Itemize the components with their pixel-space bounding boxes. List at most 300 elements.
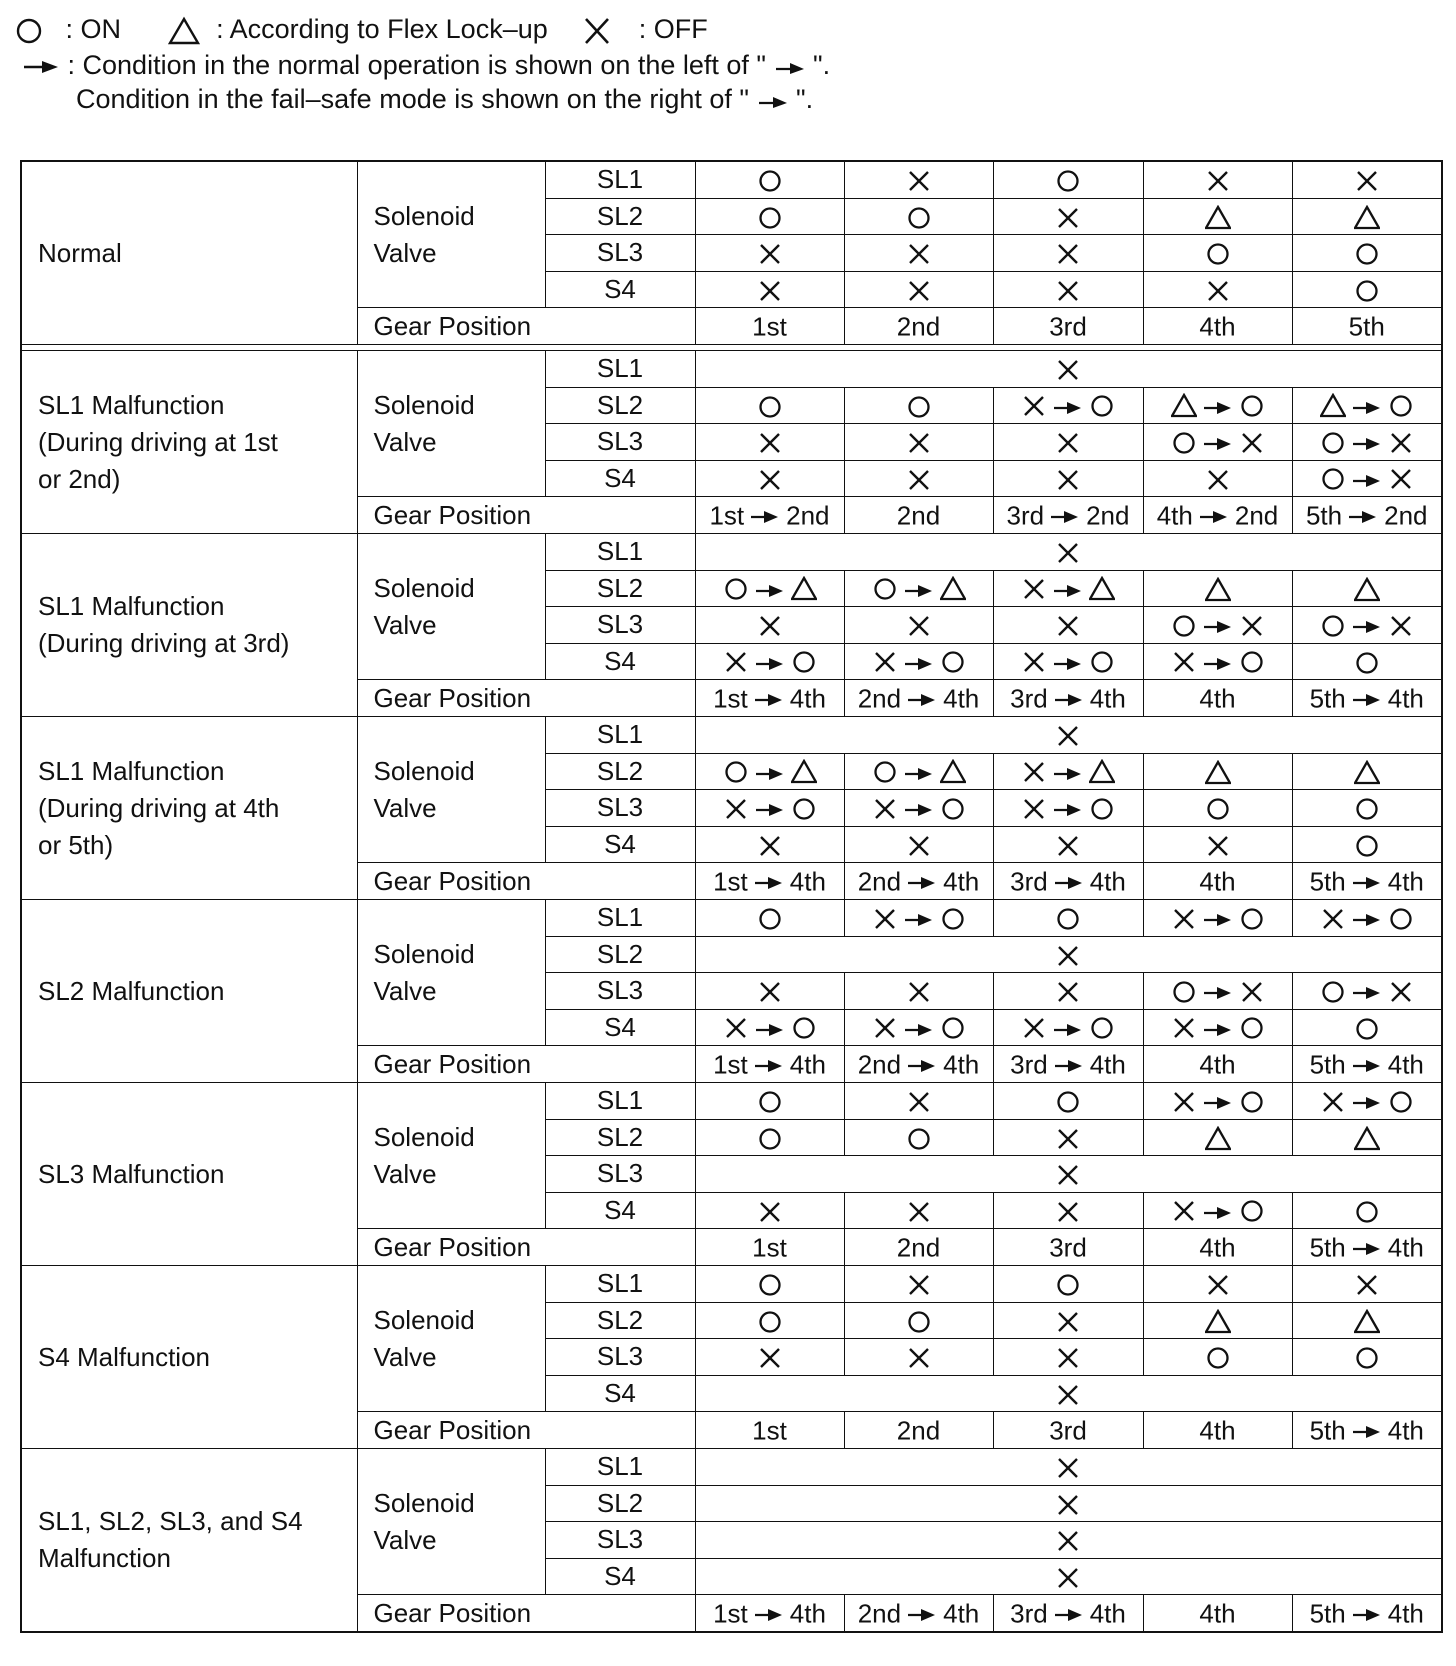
- on-circle-icon: [1089, 649, 1115, 675]
- gear-normal-value: 2nd: [857, 1598, 902, 1629]
- valve-name: SL1: [545, 1266, 695, 1303]
- flex-triangle-icon: [167, 12, 201, 46]
- state-cell: [993, 161, 1143, 198]
- arrow-icon: [1053, 391, 1083, 422]
- gear-failsafe-value: 4th: [1089, 1598, 1126, 1629]
- valve-name: SL1: [545, 1083, 695, 1120]
- flex-lockup-triangle-icon: [1354, 760, 1380, 786]
- flex-lockup-triangle-icon: [791, 576, 817, 602]
- arrow-icon: [755, 793, 785, 824]
- solenoid-valve-label: [357, 1083, 545, 1229]
- on-circle-icon: [1055, 906, 1081, 932]
- state-cell-all-gears: [695, 717, 1442, 754]
- state-cell: [1143, 460, 1292, 497]
- arrow-icon: [754, 1598, 784, 1629]
- state-cell: [993, 271, 1143, 308]
- on-circle-icon: [1089, 796, 1115, 822]
- state-cell: [993, 1009, 1143, 1046]
- state-cell: [1292, 271, 1442, 308]
- off-cross-icon: [757, 430, 783, 456]
- valve-name: SL2: [545, 198, 695, 235]
- valve-name: S4: [545, 271, 695, 308]
- on-circle-icon: [1354, 1199, 1380, 1225]
- condition-label: [21, 534, 357, 717]
- state-cell: [844, 1119, 993, 1156]
- gear-cell: [1143, 308, 1292, 345]
- on-circle-icon: [1388, 1089, 1414, 1115]
- gear-failsafe-value: 4th: [789, 866, 826, 897]
- on-circle-icon: [940, 796, 966, 822]
- off-cross-icon: [1055, 943, 1081, 969]
- off-cross-icon: [1021, 759, 1047, 785]
- on-circle-icon: [791, 796, 817, 822]
- on-circle-icon: [906, 205, 932, 231]
- state-cell: [1143, 973, 1292, 1010]
- arrow-icon: [907, 683, 937, 714]
- off-cross-icon: [757, 1345, 783, 1371]
- gear-cell: [1292, 1229, 1442, 1266]
- valve-row: [21, 900, 1442, 937]
- valve-name: SL1: [545, 900, 695, 937]
- state-cell: [1292, 570, 1442, 607]
- gear-normal-value: 5th: [1305, 500, 1343, 531]
- gear-normal-value: 5th: [1309, 1415, 1346, 1446]
- arrow-icon: [1053, 793, 1083, 824]
- state-cell: [1292, 1302, 1442, 1339]
- off-cross-icon: [1239, 979, 1265, 1005]
- off-cross-icon: [1055, 1565, 1081, 1591]
- off-cross-icon: [1055, 540, 1081, 566]
- off-cross-icon: [1021, 393, 1047, 419]
- gear-position-label: Gear Position: [357, 497, 695, 534]
- gear-cell: [993, 1046, 1143, 1083]
- flex-lockup-triangle-icon: [1354, 205, 1380, 231]
- state-cell: [1292, 973, 1442, 1010]
- gear-value: 2nd: [896, 311, 941, 342]
- off-cross-icon: [906, 278, 932, 304]
- state-cell-all-gears: [695, 1522, 1442, 1559]
- gear-normal-value: 1st: [713, 683, 748, 714]
- on-circle-icon: [757, 906, 783, 932]
- gear-cell: [993, 1229, 1143, 1266]
- state-cell: [1292, 198, 1442, 235]
- gear-failsafe-value: 4th: [1089, 683, 1126, 714]
- arrow-icon: [904, 757, 934, 788]
- state-cell: [1292, 235, 1442, 272]
- on-circle-icon: [1354, 1345, 1380, 1371]
- off-cross-icon: [1021, 1015, 1047, 1041]
- gear-value: 4th: [1199, 1598, 1236, 1629]
- legend-arrow-text-1: : Condition in the normal operation is shown on the left of ": [67, 49, 767, 80]
- on-circle-icon: [757, 1126, 783, 1152]
- state-cell: [1143, 1119, 1292, 1156]
- gear-failsafe-value: 4th: [1387, 866, 1424, 897]
- state-cell: [1292, 607, 1442, 644]
- arrow-icon: [755, 574, 785, 605]
- state-cell: [1292, 1192, 1442, 1229]
- condition-label: [21, 1083, 357, 1266]
- valve-row: [21, 1266, 1442, 1303]
- gear-normal-value: 3rd: [1010, 866, 1048, 897]
- solenoid-valve-label-line: Solenoid: [373, 200, 475, 231]
- gear-failsafe-value: 4th: [789, 1598, 826, 1629]
- off-cross-icon: [723, 1015, 749, 1041]
- state-cell-all-gears: [695, 1156, 1442, 1193]
- arrow-icon: [1352, 1598, 1382, 1629]
- valve-name: SL2: [545, 753, 695, 790]
- gear-cell: [844, 1595, 993, 1633]
- arrow-icon: [750, 500, 780, 531]
- on-circle-icon: [791, 1015, 817, 1041]
- gear-cell: [993, 1412, 1143, 1449]
- off-cross-icon: [1055, 723, 1081, 749]
- gear-value: 2nd: [896, 500, 941, 531]
- flex-lockup-triangle-icon: [1205, 760, 1231, 786]
- gear-normal-value: 5th: [1309, 1598, 1346, 1629]
- state-cell: [993, 1302, 1143, 1339]
- state-cell: [1143, 235, 1292, 272]
- gear-cell: [1292, 1595, 1442, 1633]
- off-cross-icon: [1055, 467, 1081, 493]
- arrow-icon: [22, 48, 60, 82]
- on-circle-icon: [1205, 1345, 1231, 1371]
- condition-label: [21, 1449, 357, 1633]
- arrow-icon: [754, 1049, 784, 1080]
- on-circle-icon: [1388, 393, 1414, 419]
- off-cross-icon: [906, 1199, 932, 1225]
- on-circle-icon: [1239, 649, 1265, 675]
- state-cell: [1143, 387, 1292, 424]
- state-cell: [993, 607, 1143, 644]
- valve-name: SL1: [545, 161, 695, 198]
- gear-value: 1st: [752, 1415, 787, 1446]
- condition-label-line: S4 Malfunction: [38, 1341, 210, 1372]
- off-cross-icon: [1055, 613, 1081, 639]
- arrow-icon: [904, 903, 934, 934]
- arrow-icon: [1203, 610, 1233, 641]
- off-cross-icon: [872, 906, 898, 932]
- gear-cell: [695, 497, 844, 534]
- state-cell: [695, 643, 844, 680]
- state-cell: [1292, 161, 1442, 198]
- state-cell-all-gears: [695, 351, 1442, 388]
- on-circle-icon: [872, 759, 898, 785]
- gear-failsafe-value: 4th: [1387, 1049, 1424, 1080]
- valve-name: SL1: [545, 1449, 695, 1486]
- gear-failsafe-value: 2nd: [1086, 500, 1130, 531]
- flex-lockup-triangle-icon: [1354, 1126, 1380, 1152]
- on-circle-icon: [757, 168, 783, 194]
- gear-cell: [695, 1229, 844, 1266]
- condition-label-line: SL1 Malfunction: [38, 389, 225, 420]
- off-cross-icon: [1055, 1126, 1081, 1152]
- off-cross-icon: [1205, 1272, 1231, 1298]
- state-cell-all-gears: [695, 1449, 1442, 1486]
- gear-failsafe-value: 4th: [1089, 866, 1126, 897]
- off-cross-icon: [906, 979, 932, 1005]
- off-cross-icon: [723, 649, 749, 675]
- state-cell: [1143, 570, 1292, 607]
- flex-lockup-triangle-icon: [1205, 205, 1231, 231]
- state-cell: [1292, 1009, 1442, 1046]
- on-circle-icon: [872, 576, 898, 602]
- on-circle-icon: [1055, 168, 1081, 194]
- off-cross-icon: [1021, 796, 1047, 822]
- solenoid-valve-label-line: Valve: [373, 426, 437, 457]
- arrow-icon: [1203, 391, 1233, 422]
- valve-name: S4: [545, 1009, 695, 1046]
- gear-normal-value: 5th: [1309, 683, 1346, 714]
- gear-normal-value: 5th: [1309, 1049, 1346, 1080]
- state-cell: [1292, 790, 1442, 827]
- gear-value: 2nd: [896, 1415, 941, 1446]
- state-cell: [993, 387, 1143, 424]
- flex-lockup-triangle-icon: [1205, 577, 1231, 603]
- off-cross-icon: [1055, 1345, 1081, 1371]
- arrow-icon: [904, 574, 934, 605]
- state-cell: [993, 570, 1143, 607]
- on-circle-icon: [940, 1015, 966, 1041]
- gear-normal-value: 3rd: [1010, 1598, 1048, 1629]
- gear-failsafe-value: 4th: [943, 866, 980, 897]
- gear-cell: [1143, 1229, 1292, 1266]
- arrow-icon: [757, 82, 789, 116]
- state-cell: [695, 1266, 844, 1303]
- state-cell: [844, 271, 993, 308]
- valve-name: SL2: [545, 1302, 695, 1339]
- gear-normal-value: 2nd: [857, 1049, 902, 1080]
- gear-value: 4th: [1199, 1049, 1236, 1080]
- arrow-icon: [1203, 1086, 1233, 1117]
- legend-on-label: : ON: [65, 13, 122, 44]
- solenoid-valve-label-line: Valve: [373, 237, 437, 268]
- flex-lockup-triangle-icon: [1205, 1309, 1231, 1335]
- gear-failsafe-value: 4th: [1387, 1415, 1424, 1446]
- state-cell: [993, 424, 1143, 461]
- flex-lockup-triangle-icon: [791, 759, 817, 785]
- valve-name: SL3: [545, 1339, 695, 1376]
- state-cell: [844, 424, 993, 461]
- legend-symbols-line: [14, 10, 708, 44]
- valve-name: SL2: [545, 1119, 695, 1156]
- state-cell: [993, 826, 1143, 863]
- valve-name: SL2: [545, 1485, 695, 1522]
- condition-label-line: Malfunction: [38, 1543, 171, 1573]
- state-cell: [1292, 643, 1442, 680]
- arrow-icon: [1199, 500, 1229, 531]
- state-cell-all-gears: [695, 1485, 1442, 1522]
- arrow-icon: [1053, 647, 1083, 678]
- state-cell: [1292, 1339, 1442, 1376]
- off-cross-icon: [1055, 1528, 1081, 1554]
- off-cross-icon: [1388, 613, 1414, 639]
- state-cell: [1292, 460, 1442, 497]
- state-cell: [1143, 1009, 1292, 1046]
- arrow-icon: [1054, 866, 1084, 897]
- arrow-icon: [904, 1013, 934, 1044]
- on-circle-icon: [757, 1309, 783, 1335]
- state-cell: [1143, 424, 1292, 461]
- gear-cell: [695, 1046, 844, 1083]
- off-cross-icon: [1055, 430, 1081, 456]
- on-circle-icon: [906, 1126, 932, 1152]
- legend-arrow-text-2-end: ".: [796, 83, 814, 114]
- condition-label-line: (During driving at 4th: [38, 792, 280, 823]
- on-circle-icon: [1388, 906, 1414, 932]
- gear-value: 2nd: [896, 1232, 941, 1263]
- gear-cell: [1292, 497, 1442, 534]
- state-cell: [695, 900, 844, 937]
- valve-name: SL3: [545, 235, 695, 272]
- gear-position-label: Gear Position: [357, 1229, 695, 1266]
- gear-failsafe-value: 2nd: [786, 500, 830, 531]
- gear-value: 4th: [1199, 311, 1236, 342]
- on-circle-icon: [1055, 1089, 1081, 1115]
- valve-name: SL1: [545, 534, 695, 571]
- solenoid-valve-label-line: Valve: [373, 975, 437, 1006]
- state-cell: [844, 973, 993, 1010]
- off-cross-icon: [1055, 1455, 1081, 1481]
- condition-label-line: SL3 Malfunction: [38, 1158, 225, 1189]
- gear-value: 3rd: [1049, 1415, 1087, 1446]
- on-circle-icon: [723, 759, 749, 785]
- state-cell-all-gears: [695, 1558, 1442, 1595]
- flex-lockup-triangle-icon: [1089, 576, 1115, 602]
- arrow-icon: [1203, 903, 1233, 934]
- off-cross-icon: [757, 241, 783, 267]
- gear-value: 1st: [752, 1232, 787, 1263]
- off-cross-icon: [1388, 466, 1414, 492]
- valve-name: SL3: [545, 424, 695, 461]
- gear-cell: [695, 1595, 844, 1633]
- state-cell: [1143, 198, 1292, 235]
- gear-normal-value: 3rd: [1010, 683, 1048, 714]
- off-cross-icon: [1320, 1089, 1346, 1115]
- condition-label: [21, 161, 357, 345]
- on-circle-icon: [1055, 1272, 1081, 1298]
- arrow-icon: [1352, 976, 1382, 1007]
- off-cross-icon: [1055, 205, 1081, 231]
- gear-normal-value: 1st: [713, 1049, 748, 1080]
- condition-label-line: SL1, SL2, SL3, and S4: [38, 1506, 303, 1536]
- state-cell: [695, 235, 844, 272]
- off-cross-icon: [581, 12, 613, 46]
- gear-cell: [993, 497, 1143, 534]
- arrow-icon: [1352, 1086, 1382, 1117]
- on-circle-icon: [1354, 1016, 1380, 1042]
- state-cell: [695, 826, 844, 863]
- solenoid-valve-label: [357, 1449, 545, 1595]
- state-cell: [695, 198, 844, 235]
- gear-value: 3rd: [1049, 1232, 1087, 1263]
- off-cross-icon: [1171, 906, 1197, 932]
- arrow-icon: [1352, 1049, 1382, 1080]
- gear-cell: [993, 680, 1143, 717]
- off-cross-icon: [1320, 906, 1346, 932]
- on-circle-icon: [14, 12, 44, 46]
- arrow-icon: [1348, 500, 1378, 531]
- off-cross-icon: [757, 979, 783, 1005]
- legend: [0, 0, 1456, 140]
- state-cell: [844, 1302, 993, 1339]
- state-cell: [844, 790, 993, 827]
- gear-value: 4th: [1199, 866, 1236, 897]
- arrow-icon: [1053, 1013, 1083, 1044]
- valve-row: [21, 717, 1442, 754]
- state-cell: [993, 790, 1143, 827]
- state-cell: [844, 1266, 993, 1303]
- legend-arrow-line-1: [22, 46, 830, 80]
- solenoid-valve-label-line: Solenoid: [373, 572, 475, 603]
- on-circle-icon: [1320, 430, 1346, 456]
- gear-normal-value: 2nd: [857, 866, 902, 897]
- state-cell: [1143, 643, 1292, 680]
- off-cross-icon: [906, 1345, 932, 1371]
- state-cell: [844, 1083, 993, 1120]
- off-cross-icon: [1055, 979, 1081, 1005]
- solenoid-valve-label-line: Solenoid: [373, 1121, 475, 1152]
- off-cross-icon: [1205, 168, 1231, 194]
- on-circle-icon: [723, 576, 749, 602]
- state-cell: [1143, 607, 1292, 644]
- valve-row: [21, 1083, 1442, 1120]
- arrow-icon: [1203, 976, 1233, 1007]
- solenoid-valve-label-line: Solenoid: [373, 1487, 475, 1518]
- state-cell: [1143, 1339, 1292, 1376]
- gear-failsafe-value: 2nd: [1384, 500, 1428, 531]
- off-cross-icon: [1205, 278, 1231, 304]
- gear-cell: [844, 1229, 993, 1266]
- flex-lockup-triangle-icon: [1089, 759, 1115, 785]
- arrow-icon: [755, 647, 785, 678]
- on-circle-icon: [1354, 796, 1380, 822]
- state-cell: [1292, 1083, 1442, 1120]
- state-cell: [695, 1302, 844, 1339]
- arrow-icon: [754, 866, 784, 897]
- state-cell: [1143, 1083, 1292, 1120]
- state-cell: [844, 198, 993, 235]
- legend-flex-label: : According to Flex Lock–up: [216, 13, 548, 44]
- state-cell: [844, 161, 993, 198]
- condition-label-line: SL1 Malfunction: [38, 755, 225, 786]
- state-cell: [844, 753, 993, 790]
- solenoid-valve-label-line: Valve: [373, 609, 437, 640]
- solenoid-valve-label: [357, 1266, 545, 1412]
- off-cross-icon: [1388, 430, 1414, 456]
- valve-row: [21, 534, 1442, 571]
- off-cross-icon: [757, 467, 783, 493]
- solenoid-valve-label: [357, 161, 545, 308]
- gear-normal-value: 1st: [713, 1598, 748, 1629]
- on-circle-icon: [940, 906, 966, 932]
- condition-label-line: or 5th): [38, 829, 114, 860]
- flex-lockup-triangle-icon: [940, 576, 966, 602]
- valve-name: S4: [545, 643, 695, 680]
- state-cell: [695, 607, 844, 644]
- on-circle-icon: [757, 1272, 783, 1298]
- state-cell: [1143, 161, 1292, 198]
- gear-value: 4th: [1199, 1232, 1236, 1263]
- off-cross-icon: [1388, 979, 1414, 1005]
- state-cell-all-gears: [695, 534, 1442, 571]
- state-cell-all-gears: [695, 1375, 1442, 1412]
- state-cell: [993, 973, 1143, 1010]
- state-cell: [844, 235, 993, 272]
- legend-arrow-line-2: [76, 80, 813, 114]
- off-cross-icon: [757, 1199, 783, 1225]
- state-cell: [695, 387, 844, 424]
- on-circle-icon: [1320, 979, 1346, 1005]
